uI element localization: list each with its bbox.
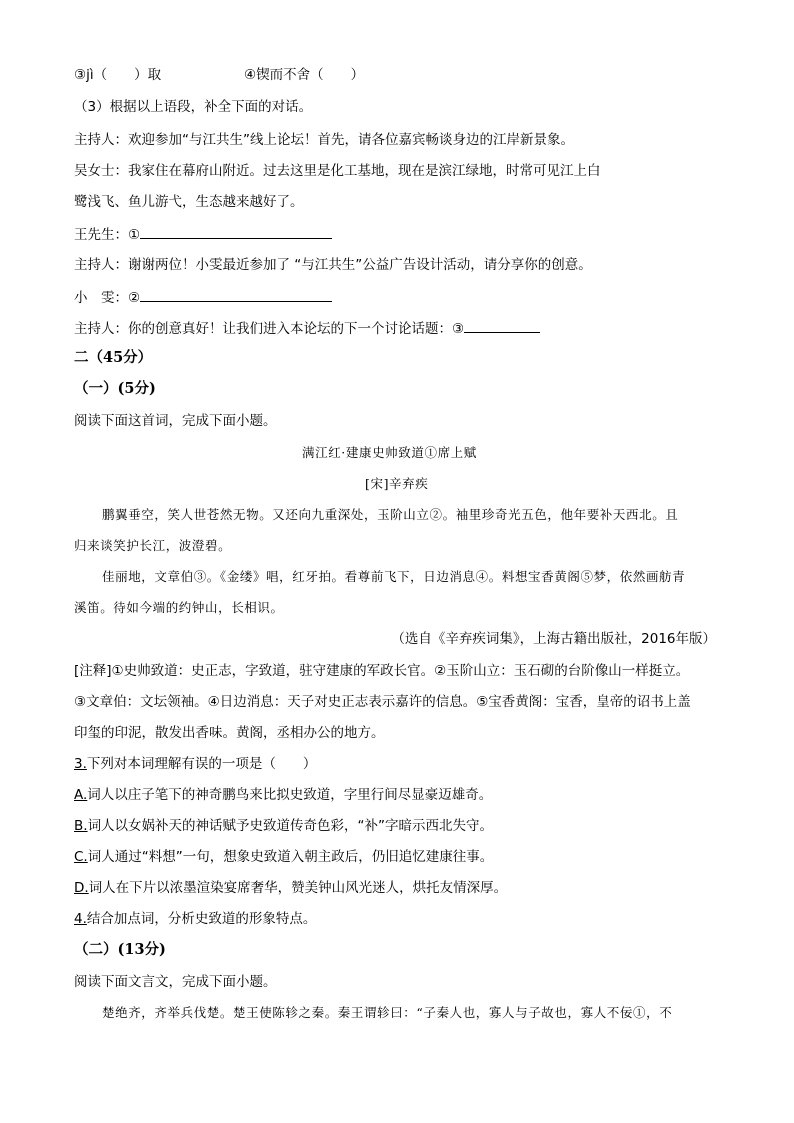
option-b[interactable] <box>74 817 493 835</box>
note-line-2: ③文章伯：文坛领袖。④日边消息：天子对史正志表示嘉许的信息。⑤宝香黄阁：宝香，皇帝的诏书上盖 <box>74 694 691 710</box>
question-4-number: 4. <box>74 911 87 927</box>
poem-author: [宋]辛弃疾 <box>365 476 429 491</box>
question-3-text: 下列对本词理解有误的一项是（ ） <box>86 756 317 772</box>
poem-stanza-2-line-1: 佳丽地，文章伯③。《金缕》唱，红牙拍。看尊前飞下，日边消息④。料想宝香黄阁⑤梦，依然画舫青 <box>102 569 686 584</box>
option-c-label: C. <box>74 849 88 865</box>
note-line-1: [注释]①史帅致道：史正志，字致道，驻守建康的军政长官。②玉阶山立：玉石砌的台阶像山一样挺立。 <box>74 663 690 679</box>
option-d[interactable] <box>74 879 507 897</box>
answer-blank-3[interactable] <box>464 318 540 333</box>
prose-line-1: 楚绝齐，齐举兵伐楚。楚王使陈轸之秦。秦王谓轸曰：“子秦人也，寡人与子故也，寡人不佞①，不 <box>102 1005 673 1020</box>
wang-label: 王先生：① <box>74 227 141 243</box>
subsection-1-heading: （一）(5分) <box>74 380 156 397</box>
xiaowen-line <box>74 287 332 307</box>
item-4: ④锲而不舍（ ） <box>244 67 365 83</box>
wu-line-1: 吴女士：我家住在幕府山附近。过去这里是化工基地，现在是滨江绿地，时常可见江上白 <box>74 163 601 179</box>
option-b-label: B. <box>74 818 88 834</box>
option-b-text: 词人以女娲补天的神话赋予史致道传奇色彩，“补”字暗示西北失守。 <box>87 818 494 834</box>
subsection-2-heading: （二）(13分) <box>74 941 166 958</box>
wu-line-2: 鹭浅飞、鱼儿游弋，生态越来越好了。 <box>74 194 304 210</box>
question-3-prompt: （3）根据以上语段，补全下面的对话。 <box>74 99 313 115</box>
poem-source: （选自《辛弃疾词集》，上海古籍出版社，2016年版） <box>391 631 716 647</box>
subsection-1-intro: 阅读下面这首词，完成下面小题。 <box>74 413 277 429</box>
option-a[interactable] <box>74 786 492 804</box>
option-d-text: 词人在下片以浓墨渲染宴席奢华，赞美钟山风光迷人，烘托友情深厚。 <box>88 880 508 896</box>
question-4 <box>74 910 316 928</box>
question-3-number: 3. <box>74 756 87 772</box>
xiaowen-label: 小 雯：② <box>74 290 141 306</box>
option-a-text: 词人以庄子笔下的神奇鹏鸟来比拟史致道，字里行间尽显豪迈雄奇。 <box>87 787 493 803</box>
poem-stanza-1-line-2: 归来谈笑护长江，波澄碧。 <box>74 538 232 553</box>
host-line-3-text: 主持人：你的创意真好！让我们进入本论坛的下一个讨论话题：③ <box>74 321 465 337</box>
note-line-3: 印玺的印泥，散发出香味。黄阁，丞相办公的地方。 <box>74 725 385 741</box>
section-2-heading: 二（45分） <box>74 349 153 366</box>
answer-blank-1[interactable] <box>140 224 332 239</box>
answer-blank-2[interactable] <box>140 287 332 302</box>
question-4-text: 结合加点词，分析史致道的形象特点。 <box>86 911 317 927</box>
poem-title: 满江红·建康史帅致道①席上赋 <box>302 445 477 460</box>
poem-stanza-2-line-2: 溪笛。待如今端的约钟山，长相识。 <box>74 600 284 615</box>
option-a-label: A. <box>74 787 88 803</box>
subsection-2-intro: 阅读下面文言文，完成下面小题。 <box>74 974 277 990</box>
wang-line <box>74 224 332 244</box>
host-line-1: 主持人：欢迎参加“与江共生”线上论坛！首先，请各位嘉宾畅谈身边的江岸新景象。 <box>74 132 574 148</box>
option-c[interactable] <box>74 848 493 866</box>
item-3: ③jì（ ）取 <box>74 67 162 83</box>
host-line-3 <box>74 318 540 338</box>
poem-stanza-1-line-1: 鹏翼垂空，笑人世苍然无物。又还向九重深处，玉阶山立②。袖里珍奇光五色，他年要补天西北。且 <box>102 507 679 522</box>
option-c-text: 词人通过“料想”一句，想象史致道入朝主政后，仍旧追忆建康往事。 <box>87 849 494 865</box>
option-d-label: D. <box>74 880 89 896</box>
question-3 <box>74 755 316 773</box>
host-line-2: 主持人：谢谢两位！小雯最近参加了 “与江共生”公益广告设计活动，请分享你的创意。 <box>74 257 592 273</box>
